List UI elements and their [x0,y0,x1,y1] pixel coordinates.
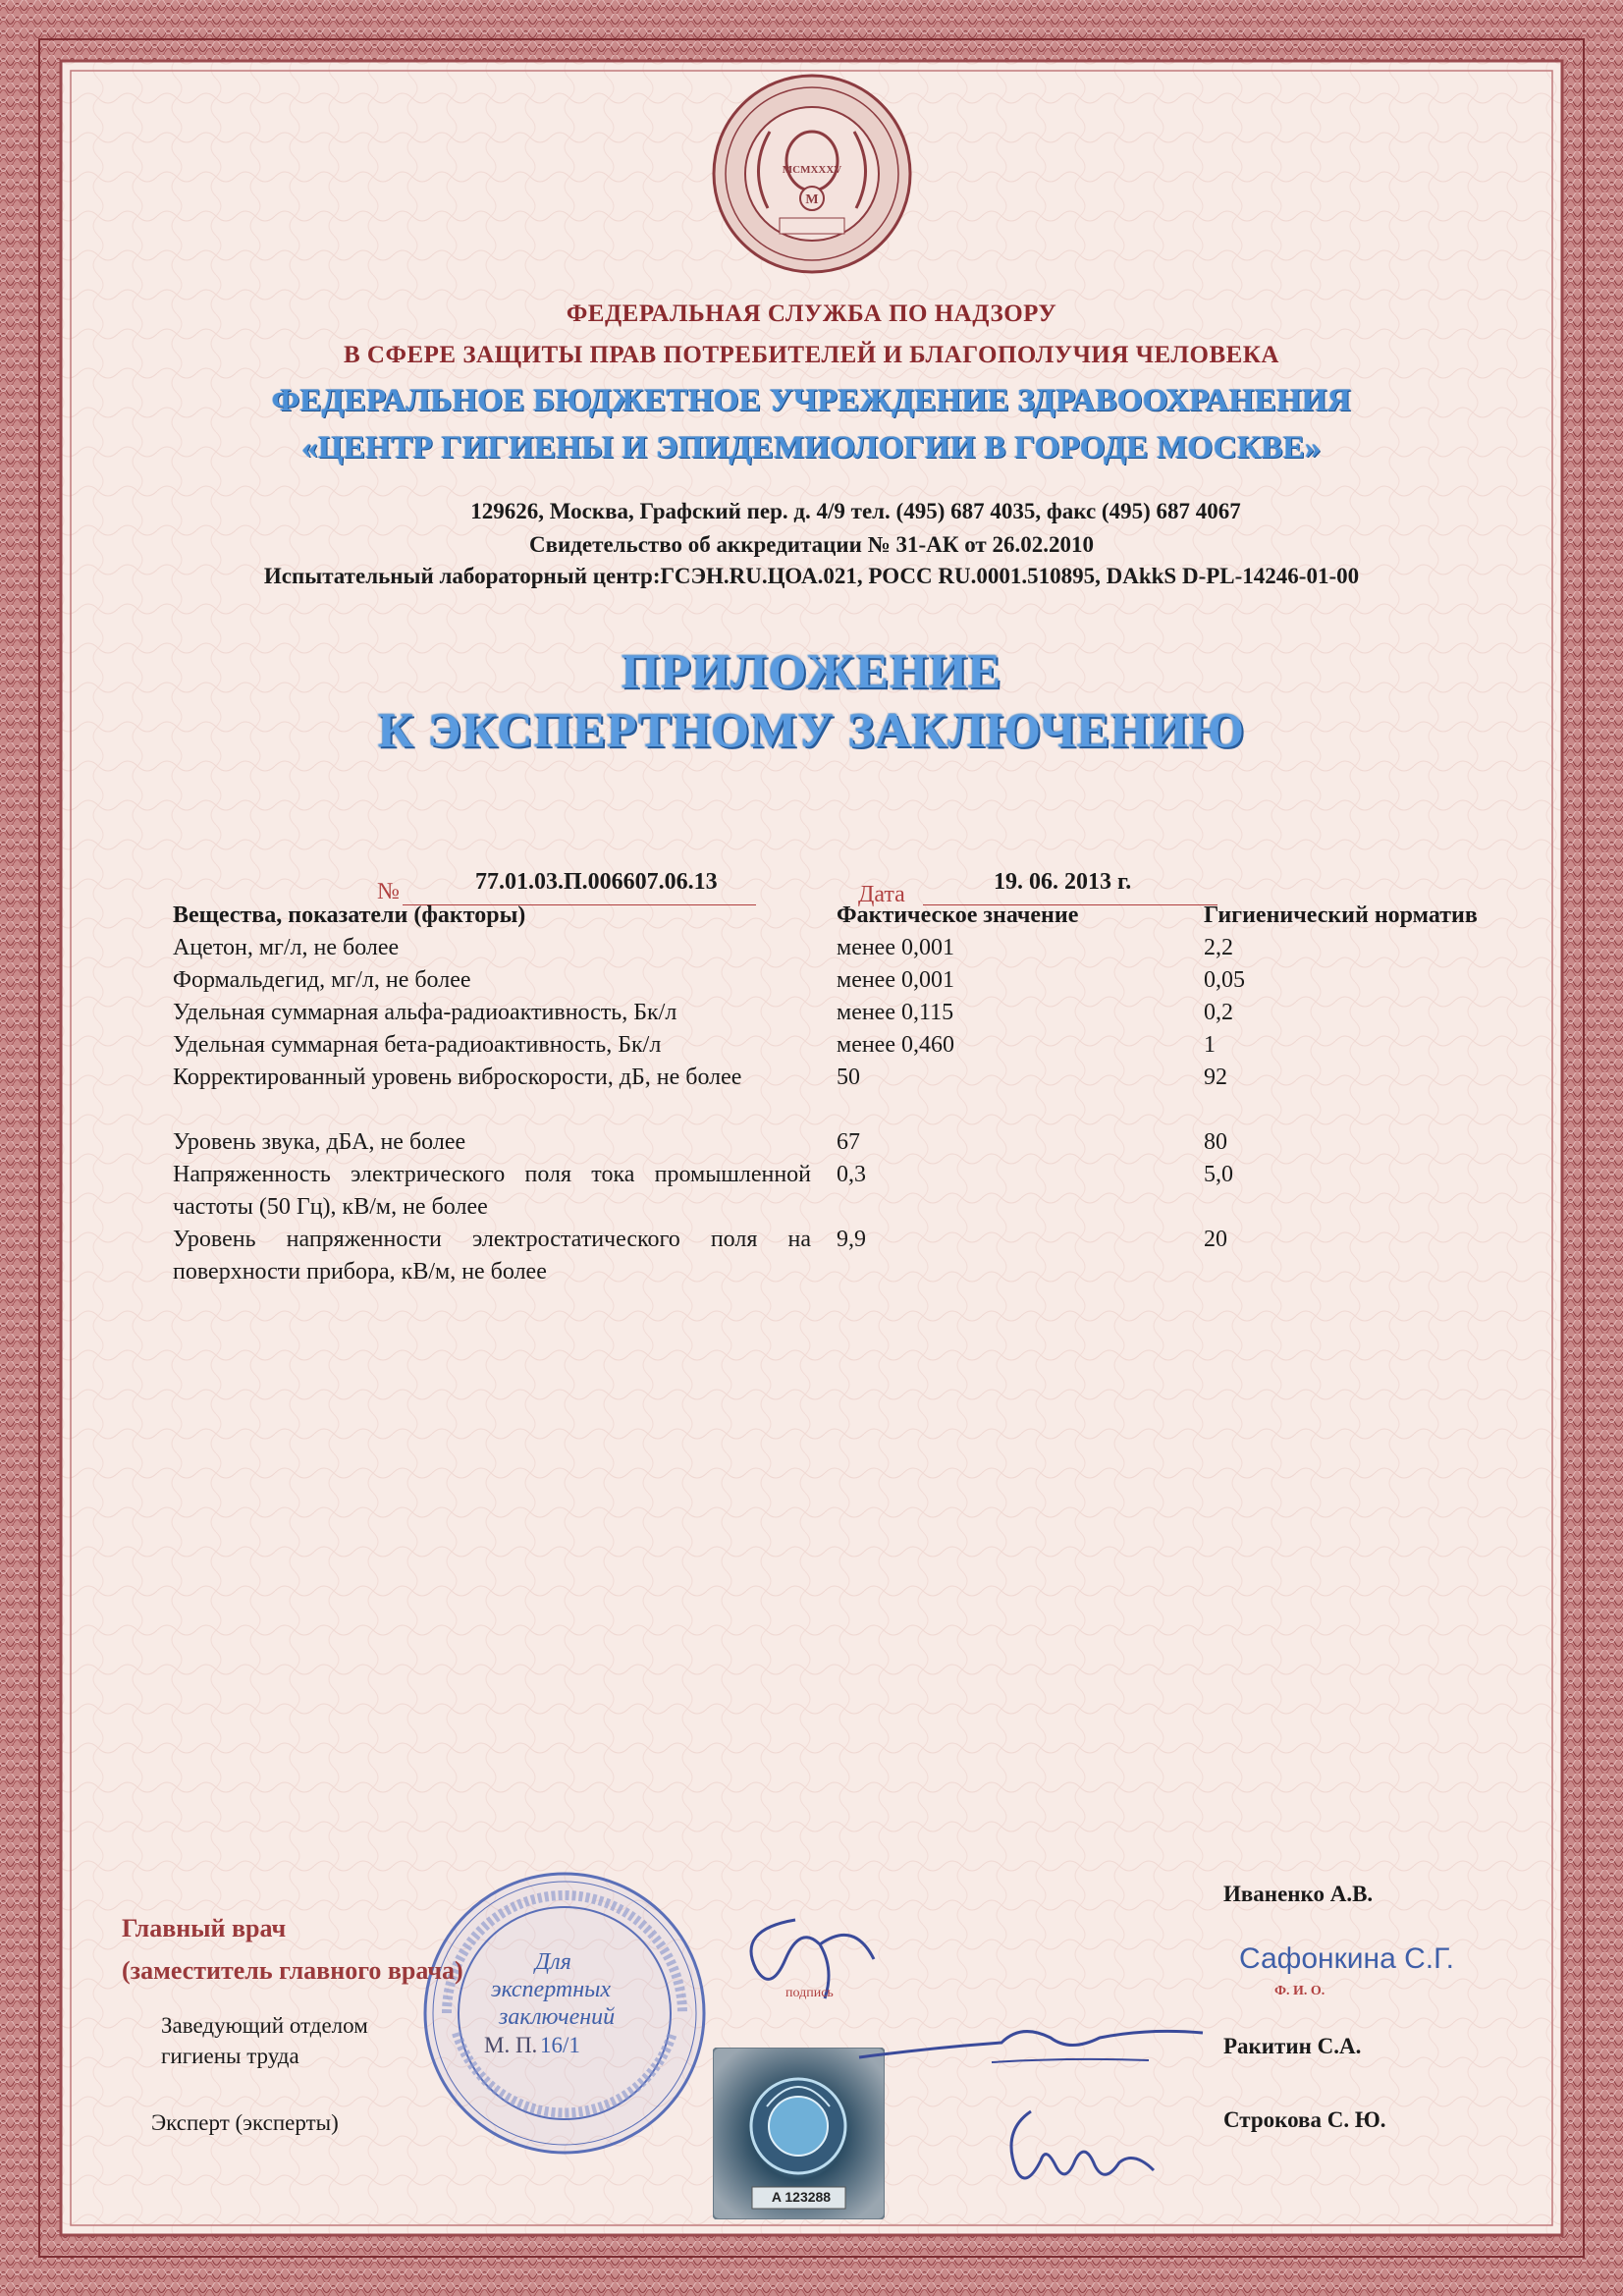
table-row [173,1062,1528,1126]
row-factor: Ацетон, мг/л, не более [173,935,400,960]
row-factor: Напряженность электрического поля тока промышленной частоты (50 Гц), кВ/м, не более [173,1162,811,1220]
row-actual: 9,9 [837,1227,866,1252]
table-header-row [173,900,1528,932]
row-factor: Корректированный уровень виброскорости, дБ, не более [173,1065,742,1090]
expert-signature [982,2092,1178,2200]
row-norm: 20 [1204,1227,1227,1252]
row-actual: 50 [837,1065,860,1090]
title-line-2: К ЭКСПЕРТНОМУ ЗАКЛЮЧЕНИЮ [377,702,1246,757]
title-line-1: ПРИЛОЖЕНИЕ [621,643,1002,698]
stamp-inner-line-3: заключений [499,2004,616,2030]
row-actual: менее 0,115 [837,1000,954,1025]
table-row [173,1159,1528,1224]
chief-name: Иваненко А.В. [1223,1882,1374,1906]
row-actual: 0,3 [837,1162,866,1187]
row-norm: 92 [1204,1065,1227,1090]
date-value: 19. 06. 2013 г. [994,869,1132,895]
row-factor: Удельная суммарная бета-радиоактивность, Бк/л [173,1032,662,1058]
fio-caption: Ф. И. О. [1274,1984,1325,1998]
chief-label-line-1: Главный врач [122,1914,287,1942]
table-row [173,964,1528,997]
number-label: № [377,879,400,904]
accreditation-line: Свидетельство об аккредитации № 31-АК от 26.02.2010 [529,532,1094,557]
head-signature [854,2003,1208,2082]
expert-label: Эксперт (эксперты) [151,2110,339,2135]
lab-center-line: Испытательный лабораторный центр:ГСЭН.RU.ЦОА.021, РОСС RU.0001.510895, DAkkS D-PL-14246-01-00 [263,564,1360,588]
col-header-actual: Фактическое значение [837,902,1079,928]
table-row [173,932,1528,964]
row-norm: 80 [1204,1129,1227,1155]
row-actual: менее 0,460 [837,1032,954,1058]
number-value: 77.01.03.П.006607.06.13 [475,869,718,895]
head-label-line-1: Заведующий отделом [161,2013,368,2038]
head-name: Ракитин С.А. [1223,2034,1362,2058]
signature-caption: подпись [785,1986,834,2000]
row-factor: Уровень напряженности электростатического поля на поверхности прибора, кВ/м, не более [173,1227,811,1285]
agency-line-1: ФЕДЕРАЛЬНАЯ СЛУЖБА ПО НАДЗОРУ [566,301,1057,327]
row-norm: 0,2 [1204,1000,1233,1025]
stamp-number: 16/1 [540,2033,580,2057]
row-norm: 0,05 [1204,967,1245,993]
col-header-factors: Вещества, показатели (факторы) [173,902,526,928]
table-row [173,1224,1528,1288]
stamp-inner-line-1: Для [535,1949,571,1975]
chief-label-line-2: (заместитель главного врача) [122,1956,463,1985]
col-header-norm: Гигиенический норматив [1204,902,1478,928]
address-line: 129626, Москва, Графский пер. д. 4/9 тел. (495) 687 4035, факс (495) 687 4067 [470,499,1241,523]
row-actual: менее 0,001 [837,935,954,960]
row-factor: Удельная суммарная альфа-радиоактивность, Бк/л [173,1000,677,1025]
institution-line-1: ФЕДЕРАЛЬНОЕ БЮДЖЕТНОЕ УЧРЕЖДЕНИЕ ЗДРАВООХРАНЕНИЯ [271,383,1352,418]
institution-line-2: «ЦЕНТР ГИГИЕНЫ И ЭПИДЕМИОЛОГИИ В ГОРОДЕ МОСКВЕ» [301,430,1322,465]
row-actual: менее 0,001 [837,967,954,993]
row-factor: Формальдегид, мг/л, не более [173,967,471,993]
table-row [173,1126,1528,1159]
row-factor: Уровень звука, дБА, не более [173,1129,466,1155]
expert-name: Строкова С. Ю. [1223,2107,1386,2132]
table-row [173,1029,1528,1062]
row-norm: 2,2 [1204,935,1233,960]
date-label: Дата [858,882,905,907]
stamp-inner-line-2: экспертных [491,1977,612,2002]
row-norm: 5,0 [1204,1162,1233,1187]
row-actual: 67 [837,1129,860,1155]
svg-text:M: M [805,192,819,207]
row-norm: 1 [1204,1032,1216,1058]
table-row [173,997,1528,1029]
hologram-number: A 123288 [771,2189,832,2205]
head-label-line-2: гигиены труда [161,2044,299,2068]
agency-line-2: В СФЕРЕ ЗАЩИТЫ ПРАВ ПОТРЕБИТЕЛЕЙ И БЛАГОПОЛУЧИЯ ЧЕЛОВЕКА [344,342,1279,368]
factors-table [173,900,1528,1288]
emblem-motto: MCMXXXV [782,164,842,176]
deputy-name-stamp: Сафонкина С.Г. [1239,1942,1455,1975]
stamp-mp: М. П. [484,2033,538,2057]
